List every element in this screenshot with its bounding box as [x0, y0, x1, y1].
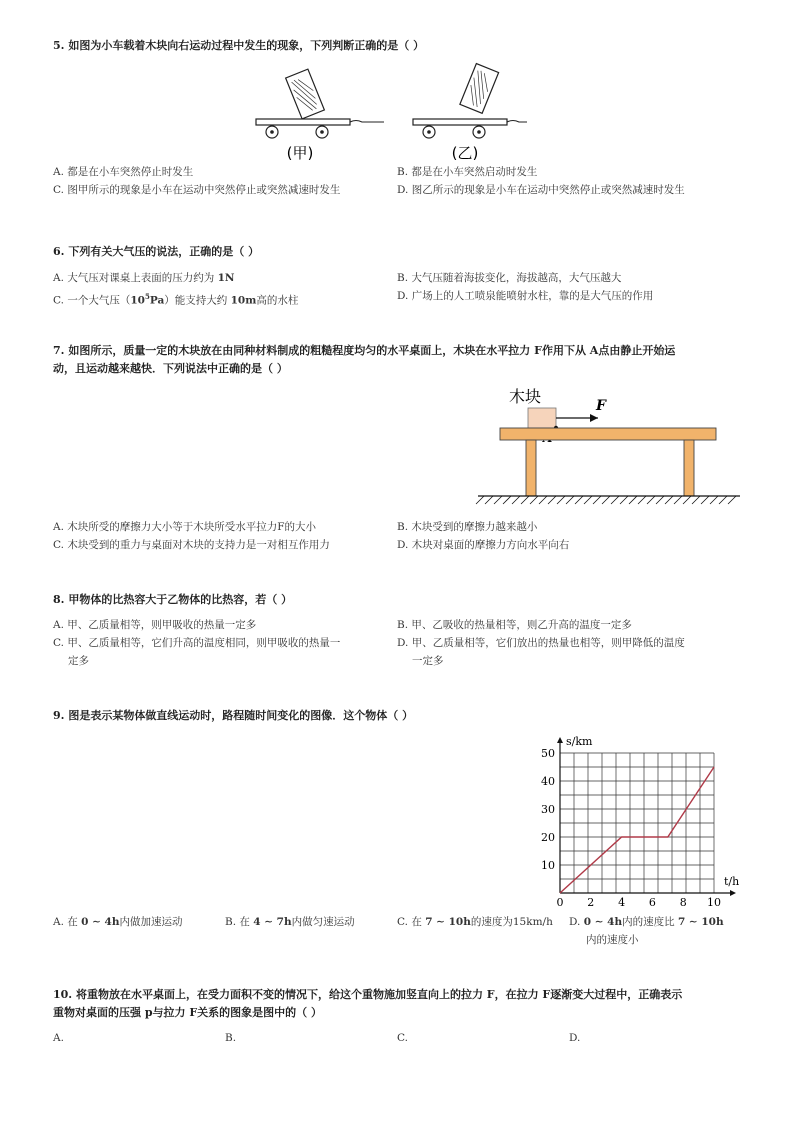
ground-hatch [512, 496, 520, 504]
y-tick-label: 40 [541, 775, 555, 788]
q6-option-c[interactable]: C. 一个大气压$(10^5Pa)$能支持大约 10m高的水柱 [53, 292, 299, 307]
question-5-stem: 5. 如图为小车载着木块向右运动过程中发生的现象，下列判断正确的是（ ） [53, 39, 425, 52]
ground-hatch [656, 496, 664, 504]
ground-hatch [593, 496, 601, 504]
question-10-stem-line-2: 重物对桌面的压强 p与拉力 F关系的图象是图中的（ ） [53, 1006, 322, 1019]
ground-hatch [611, 496, 619, 504]
q7-option-d[interactable]: D. 木块对桌面的摩擦力方向水平向右 [397, 539, 570, 551]
question-7-stem-line-1: 7. 如图所示，质量一定的木块放在由同种材料制成的粗糙程度均匀的水平桌面上，木块在水平拉力 F作用下从 A点由静止开始运 [53, 344, 676, 357]
question-10-stem-line-1: 10. 将重物放在水平桌面上，在受力面积不变的情况下，给这个重物施加竖直向上的拉力 F，在拉力 F逐渐变大过程中，正确表示 [53, 988, 683, 1001]
q8-option-c-line-2: 定多 [68, 655, 89, 667]
q5-option-c[interactable]: C. 图甲所示的现象是小车在运动中突然停止或突然减速时发生 [53, 184, 341, 196]
figure-label-jia: (甲) [286, 144, 314, 162]
wooden-block [528, 408, 556, 428]
table-leg-left [526, 440, 536, 496]
x-tick-label: 6 [648, 896, 656, 909]
y-axis-label: s/km [566, 735, 593, 748]
x-tick-label: 10 [707, 896, 721, 909]
q7-option-c[interactable]: C. 木块受到的重力与桌面对木块的支持力是一对相互作用力 [53, 539, 330, 551]
ground-hatch [674, 496, 682, 504]
x-tick-label: 4 [618, 896, 626, 909]
figure-label-yi: (乙) [451, 144, 479, 162]
q6-option-a[interactable]: A. 大气压对课桌上表面的压力约为 1N [53, 272, 235, 284]
table-top [500, 428, 716, 440]
ground-hatch [629, 496, 637, 504]
q9-option-a[interactable]: A. 在 0 ∼ 4h内做加速运动 [53, 916, 183, 928]
q5-option-d[interactable]: D. 图乙所示的现象是小车在运动中突然停止或突然减速时发生 [397, 184, 685, 196]
ground-hatch [719, 496, 727, 504]
q8-option-d[interactable]: D. 甲、乙质量相等，它们放出的热量也相等，则甲降低的温度 [397, 637, 685, 649]
x-tick-label: 0 [556, 896, 564, 909]
table-block-figure [470, 380, 750, 510]
q10-option-b[interactable]: B. [225, 1032, 237, 1044]
ground-hatch [728, 496, 736, 504]
ground-hatch [485, 496, 493, 504]
table-leg-right [684, 440, 694, 496]
ground-hatch [647, 496, 655, 504]
series-line-s-t [560, 767, 714, 893]
ground-hatch [530, 496, 538, 504]
x-tick-label: 2 [587, 896, 595, 909]
q5-option-a[interactable]: A. 都是在小车突然停止时发生 [53, 166, 194, 178]
q7-option-b[interactable]: B. 木块受到的摩擦力越来越小 [397, 521, 538, 533]
q8-option-c[interactable]: C. 甲、乙质量相等，它们升高的温度相同，则甲吸收的热量一 [53, 637, 341, 649]
ground-hatch [638, 496, 646, 504]
ground-hatch [683, 496, 691, 504]
q10-option-a[interactable]: A. [53, 1032, 64, 1044]
ground-hatch [494, 496, 502, 504]
ground-hatch [548, 496, 556, 504]
q9-option-d[interactable]: D. 0 ∼ 4h内的速度比 7 ∼ 10h [569, 916, 724, 928]
question-9-stem: 9. 图是表示某物体做直线运动时，路程随时间变化的图像．这个物体（ ） [53, 709, 414, 722]
q8-option-d-line-2: 一定多 [412, 655, 444, 667]
block-label: 木块 [508, 387, 542, 406]
x-axis-arrow [730, 890, 736, 896]
y-tick-label: 20 [541, 831, 555, 844]
x-axis-label: t/h [724, 875, 740, 888]
q6-option-d[interactable]: D. 广场上的人工喷泉能喷射水柱，靠的是大气压的作用 [397, 290, 654, 302]
y-tick-label: 10 [541, 859, 555, 872]
cart-figure-jia [250, 64, 390, 164]
y-tick-label: 50 [541, 747, 555, 760]
question-8-stem: 8. 甲物体的比热容大于乙物体的比热容，若（ ） [53, 593, 293, 606]
q7-option-a[interactable]: A. 木块所受的摩擦力大小等于木块所受水平拉力F的大小 [53, 521, 317, 533]
ground-hatch [521, 496, 529, 504]
q10-option-c[interactable]: C. [397, 1032, 408, 1044]
ground-hatch [539, 496, 547, 504]
cart-figure-yi [407, 64, 547, 164]
q6-option-b[interactable]: B. 大气压随着海拔变化，海拔越高，大气压越大 [397, 272, 622, 284]
ground-hatch [584, 496, 592, 504]
x-tick-label: 8 [679, 896, 687, 909]
q10-option-d[interactable]: D. [569, 1032, 581, 1044]
question-6-stem: 6. 下列有关大气压的说法，正确的是（ ） [53, 245, 260, 258]
ground-hatch [665, 496, 673, 504]
ground-hatch [620, 496, 628, 504]
q9-option-b[interactable]: B. 在 4 ∼ 7h内做匀速运动 [225, 916, 355, 928]
question-7-stem-line-2: 动，且运动越来越快．下列说法中正确的是（ ） [53, 362, 288, 375]
ground-hatch [701, 496, 709, 504]
ground-hatch [692, 496, 700, 504]
q8-option-b[interactable]: B. 甲、乙吸收的热量相等，则乙升高的温度一定多 [397, 619, 632, 631]
q9-option-c[interactable]: C. 在 7 ∼ 10h的速度为15km/h [397, 916, 553, 928]
ground-hatch [710, 496, 718, 504]
distance-time-chart [530, 728, 750, 908]
ground-hatch [557, 496, 565, 504]
ground-hatch [575, 496, 583, 504]
ground-hatch [566, 496, 574, 504]
ground-hatch [503, 496, 511, 504]
force-label: F [596, 398, 606, 414]
y-axis-arrow [557, 737, 563, 743]
q5-option-b[interactable]: B. 都是在小车突然启动时发生 [397, 166, 538, 178]
y-tick-label: 30 [541, 803, 555, 816]
q8-option-a[interactable]: A. 甲、乙质量相等，则甲吸收的热量一定多 [53, 619, 257, 631]
ground-hatch [476, 496, 484, 504]
ground-hatch [602, 496, 610, 504]
q9-option-d-line-2: 内的速度小 [586, 934, 639, 946]
